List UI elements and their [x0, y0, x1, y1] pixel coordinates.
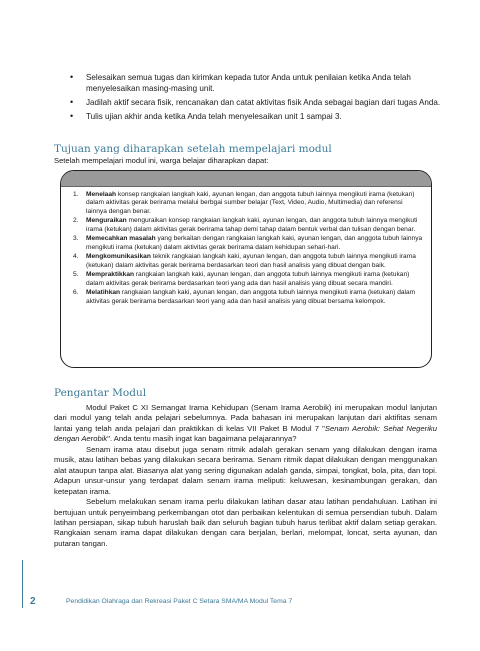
objective-number: 3.	[73, 235, 79, 243]
objective-item	[73, 271, 423, 288]
page-number: 2	[30, 596, 36, 607]
objective-number: 2.	[73, 217, 79, 225]
footer-title: Pendidikan Olahraga dan Rekreasi Paket C Setara SMA/MA Modul Tema 7	[66, 598, 293, 605]
objective-verb: Mempraktikkan	[86, 271, 135, 279]
objective-text: rangkaian langkah kaki, ayunan lengan, dan anggota tubuh lainnya mengikuti irama (ketukan) dalam aktivitas gerak berirama berdasarkan teori yang ada dan hasil analisis yang dibuat bersama kelompok.	[86, 289, 416, 305]
objective-verb: Menelaah	[86, 191, 117, 198]
pengantar-body	[54, 403, 437, 549]
objective-item	[73, 191, 423, 216]
objectives-box	[60, 170, 432, 368]
objectives-list	[73, 191, 423, 307]
objective-number: 6.	[73, 289, 79, 297]
footer-divider	[22, 560, 23, 608]
section-title-tujuan: Tujuan yang diharapkan setelah mempelajari modul	[54, 143, 332, 155]
bullet-item: • Tulis ujian akhir anda ketika Anda telah menyelesaikan unit 1 sampai 3.	[64, 111, 444, 122]
section-intro-tujuan: Setelah mempelajari modul ini, warga belajar diharapkan dapat:	[54, 156, 269, 165]
paragraph: Sebelum melakukan senam irama perlu dilakukan latihan dasar atau latihan pendahuluan. Latihan ini bertujuan untuk penyeimbang perkembangan otot dan perbaikan kelentukan di semua persendian tubuh. Dalam latihan persiapan, sikap tubuh haruslah baik dan seluruh bagian tubuh harus terlibat aktif dalam setiap gerakan. Rangkaian senam irama dapat dilakukan dengan cara berjalan, berlari, melompat, loncat, serta ayunan, dan putaran tangan.	[54, 497, 437, 548]
objective-text: yang berkaitan dengan rangkaian langkah kaki, ayunan lengan, dan anggota tubuh lainnya mengikuti irama (ketukan) dalam aktivitas gerak berirama dalam kehidupan sehari-hari.	[86, 235, 423, 251]
paragraph: Senam irama atau disebut juga senam ritmik adalah gerakan senam yang dilakukan dengan irama musik, atau latihan bebas yang dilakukan secara berirama. Senam ritmik dapat dilakukan dengan menggunakan alat ataupun tanpa alat. Biasanya alat yang sering digunakan adalah ganda, simpai, tongkat, bola, pita, dan topi. Adapun unsur-unsur yang terdapat dalam senam irama meliputi: keluwesan, kesinambungan gerakan, dan ketepatan irama.	[54, 444, 437, 496]
objective-text: teknik rangkaian langkah kaki, ayunan lengan, dan anggota tubuh lainnya mengikuti irama (ketukan) dalam aktivitas gerak berirama berdasarkan teori dan hasil analisis yang dibuat dengan baik.	[86, 253, 416, 269]
objective-item	[73, 253, 423, 270]
objective-item	[73, 235, 423, 252]
objective-verb: Memecahkan masalah	[86, 235, 156, 243]
bullet-item: • Jadilah aktif secara fisik, rencanakan dan catat aktivitas fisik Anda sebagai bagian dari tugas Anda.	[64, 97, 444, 108]
objective-text: konsep rangkaian langkah kaki, ayunan lengan, dan anggota tubuh lainnya mengikuti irama (ketukan) dalam aktivitas gerak berirama melalui berbgai sumber belajar (Text, Video, Audio, Multimedia) dan referensi lainnya dengan benar.	[86, 191, 415, 215]
bullet-list	[64, 72, 444, 125]
objective-number: 4.	[73, 253, 79, 261]
objective-number: 1.	[73, 191, 79, 198]
objective-item	[73, 289, 423, 306]
objective-item	[73, 217, 423, 234]
italic-title: Senam Aerobik: Sehat Negeriku dengan Aerobik	[54, 423, 437, 444]
bullet-item: • Selesaikan semua tugas dan kirimkan kepada tutor Anda untuk penilaian ketika Anda telah menyelesaikan masing-masing unit.	[64, 72, 444, 94]
objectives-box-header	[61, 171, 431, 187]
objective-verb: Menguraikan	[86, 217, 127, 225]
paragraph	[54, 403, 437, 445]
objective-verb: Melatihkan	[86, 289, 121, 297]
paragraph-text: Modul Paket C XI Semangat Irama Kehidupan (Senam Irama Aerobik) ini merupakan modul lanjutan dari modul yang telah anda pelajari sebelumnya. Pada bahasan ini merupakan lanjutan dari aktifitas senam lantai yang telah anda pelajari dan praktikkan di kelas VII Paket B Modul 7 "	[54, 403, 437, 433]
objective-verb: Mengkomunikasikan	[86, 253, 151, 261]
section-title-pengantar: Pengantar Modul	[54, 387, 147, 399]
objective-text: rangkaian langkah kaki, ayunan lengan, dan anggota tubuh lainnya mengikuti irama (ketukan) dalam aktivitas gerak berirama berdasarkan teori yang ada dan hasil analisis yang dibuat secara mandiri.	[86, 271, 410, 287]
paragraph-text: ". Anda tentu masih ingat kan bagaimana pelajarannya?	[107, 434, 297, 444]
objective-number: 5.	[73, 271, 79, 279]
objective-text: menguraikan konsep rangkaian langkah kaki, ayunan lengan, dan anggota tubuh lainnya mengikuti irama (ketukan) dalam aktivitas gerak berirama tahap demi tahap dalam bentuk verbal dan tulisan dengan benar.	[86, 217, 418, 233]
